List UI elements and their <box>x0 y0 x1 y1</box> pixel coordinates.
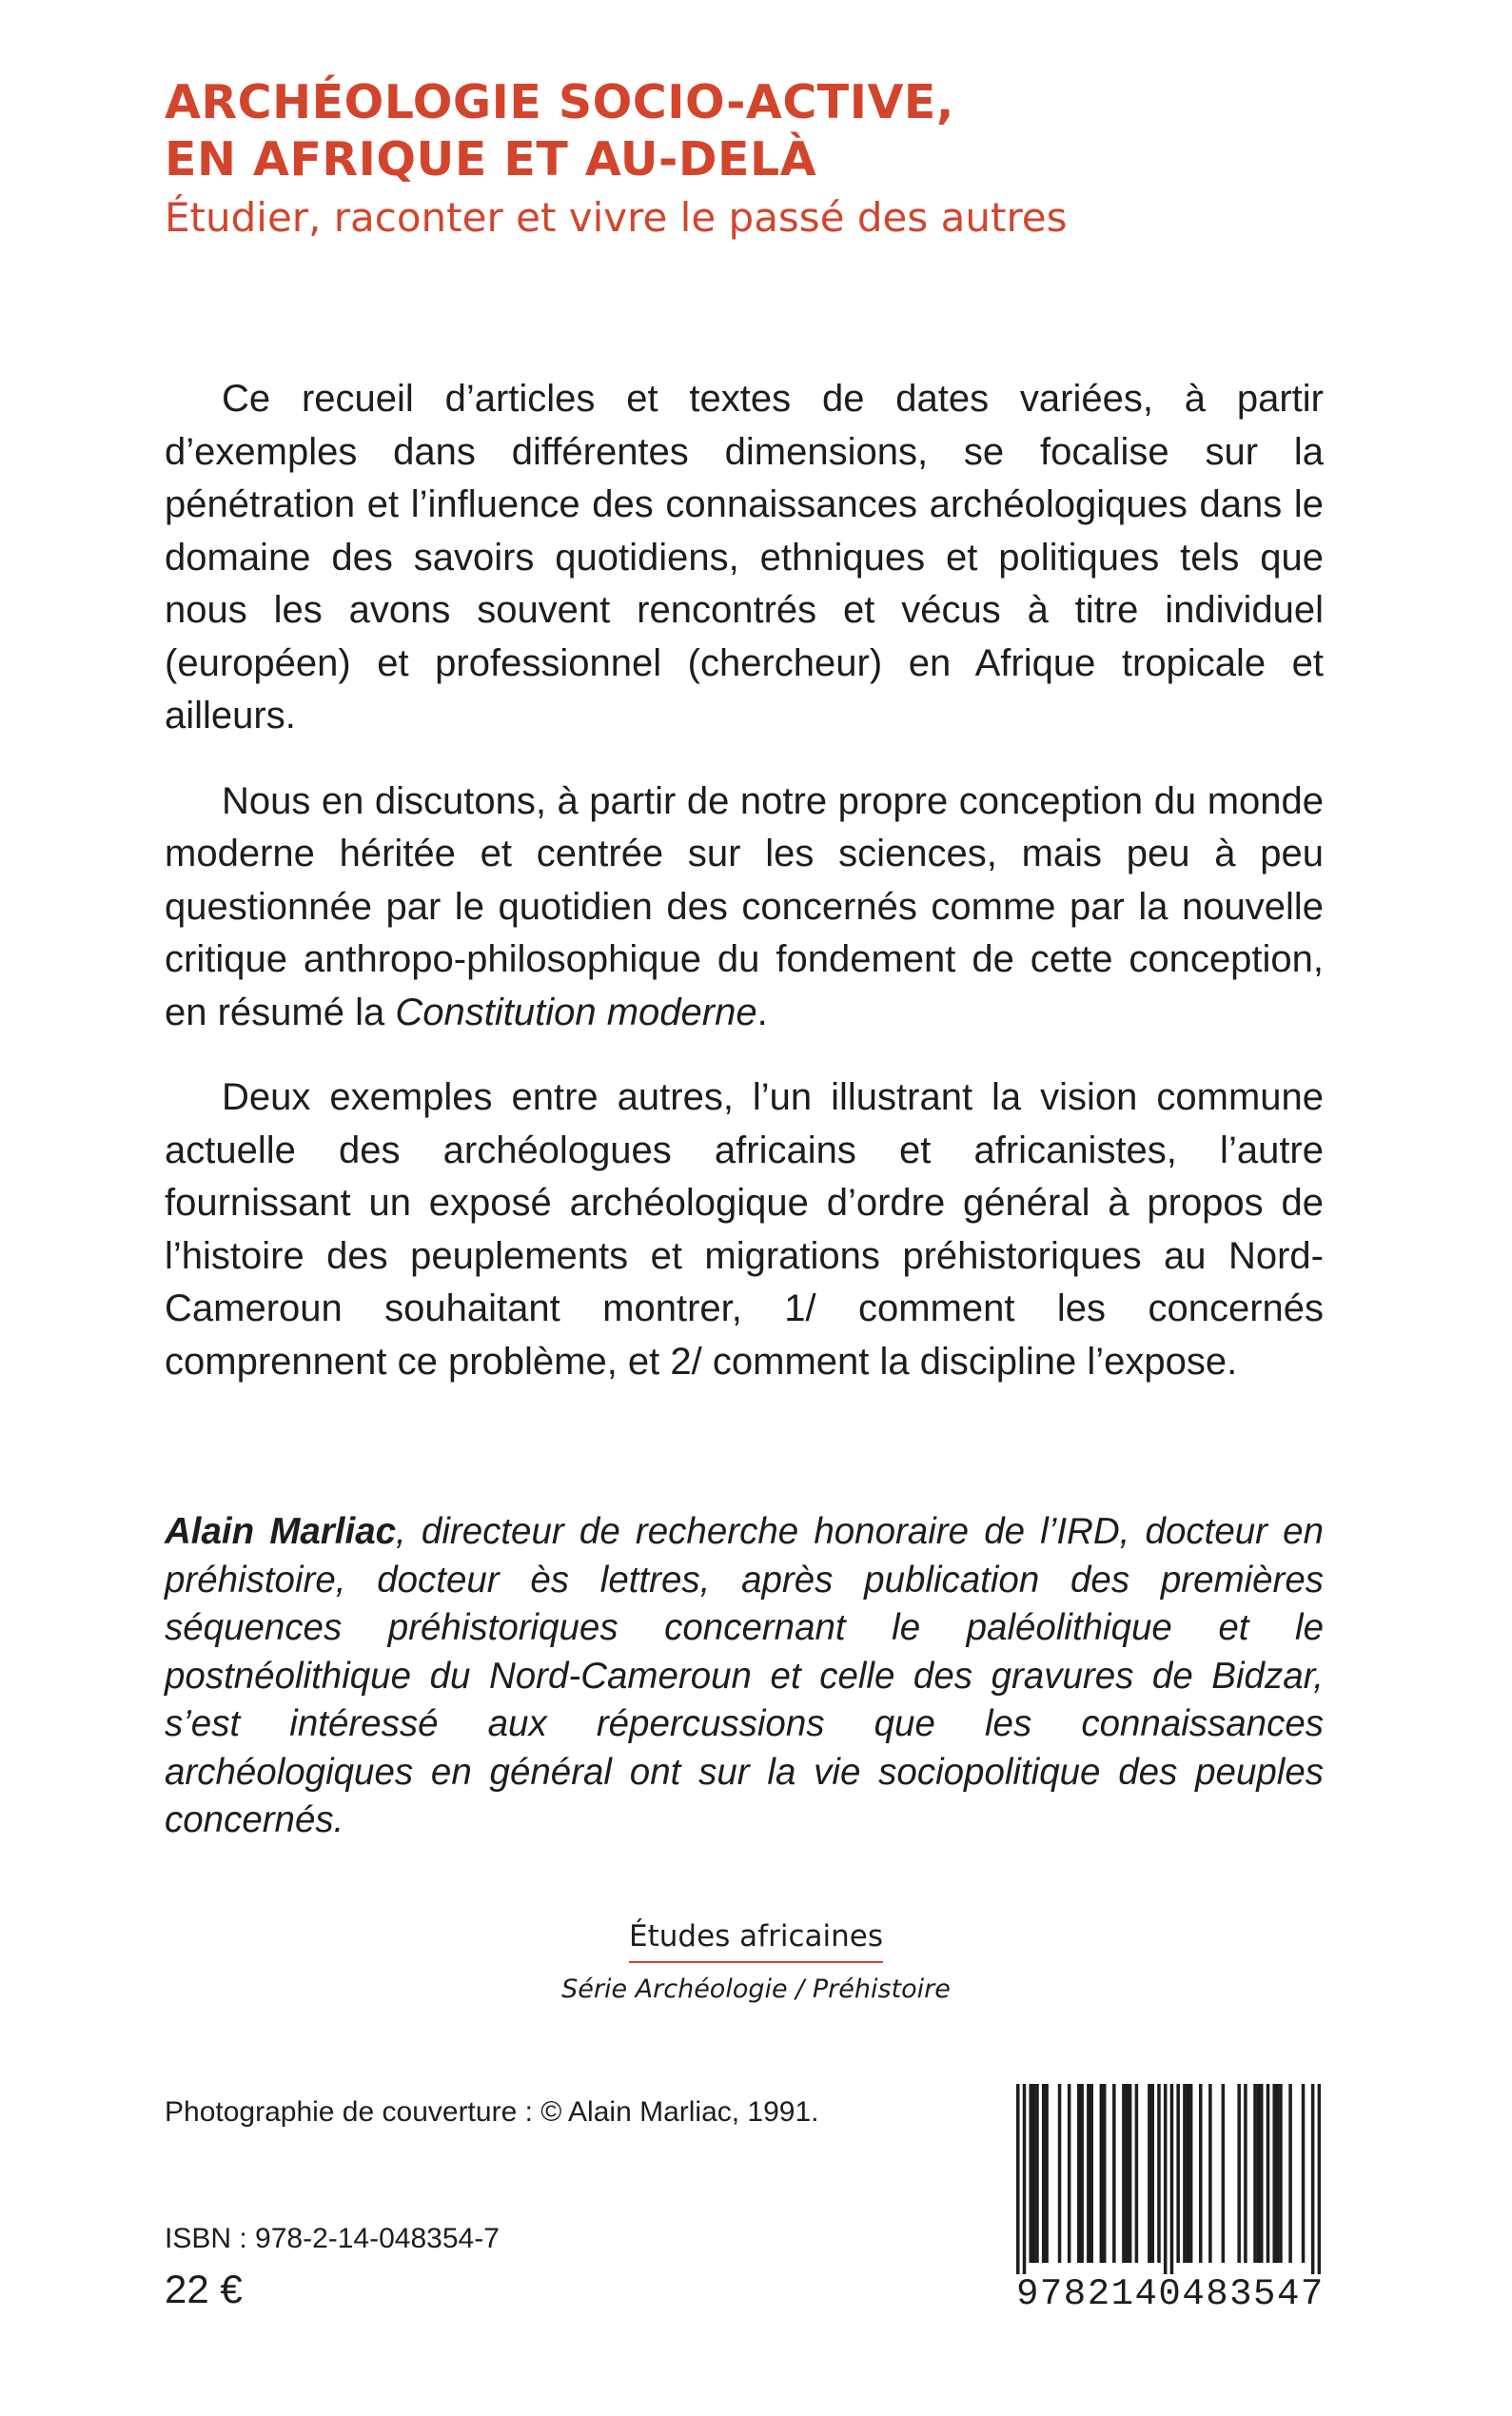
barcode-bar <box>1087 2084 1090 2263</box>
blurb-paragraph-2-emphasis: Constitution moderne <box>395 991 757 1033</box>
barcode-bar <box>1288 2084 1292 2263</box>
barcode-bar <box>1122 2084 1126 2263</box>
barcode-bar <box>1267 2084 1270 2263</box>
barcode-bar <box>1032 2084 1036 2263</box>
barcode-bar <box>1129 2084 1132 2263</box>
photo-credit: Photographie de couverture : © Alain Marliac, 1991. <box>165 2096 819 2128</box>
book-subtitle: Étudier, raconter et vivre le passé des autres <box>165 194 1068 241</box>
series-name: Études africaines <box>629 1917 883 1963</box>
barcode-bar <box>1222 2084 1226 2263</box>
barcode-bar <box>1126 2084 1129 2263</box>
barcode-bar <box>1187 2084 1190 2263</box>
blurb <box>165 373 1324 1421</box>
blurb-paragraph-3: Deux exemples entre autres, l’un illustrant la vision commune actuelle des archéologues africains et africanistes, l’autre fournissant un exposé archéologique d’ordre général à propos de l’histoire des peuplements et migrations préhistoriques au Nord-Cameroun souhaitant montrer, 1/ comment les concernés comprennent ce problème, et 2/ comment la discipline l’expose. <box>165 1076 1324 1383</box>
barcode-bar <box>1257 2084 1261 2263</box>
barcode-bar <box>1112 2084 1116 2263</box>
barcode-bar <box>1318 2084 1321 2274</box>
barcode-bar <box>1042 2084 1046 2263</box>
barcode-bar <box>1237 2084 1241 2263</box>
barcode-bar <box>1148 2084 1151 2263</box>
barcode-bar <box>1068 2084 1071 2263</box>
series-block <box>0 1917 1512 2009</box>
barcode-bar <box>1170 2084 1174 2274</box>
barcode-bar <box>1029 2084 1032 2263</box>
book-title-line-1: ARCHÉOLOGIE SOCIO-ACTIVE, <box>165 75 954 129</box>
barcode-bar <box>1189 2084 1193 2263</box>
barcode-bar <box>1103 2084 1107 2263</box>
blurb-paragraph-2-end: . <box>756 991 768 1033</box>
blurb-paragraph-1: Ce recueil d’articles et textes de dates variées, à partir d’exemples dans différentes dimensions, se focalise sur la pénétration et l’influence des connaissances archéologiques dans le domaine des savoirs quotidiens, ethniques et politiques tels que nous les avons souvent rencontrés et vécus à titre individuel (européen) et professionnel (chercheur) en Afrique tropicale et ailleurs. <box>165 378 1324 737</box>
barcode-bar <box>1302 2084 1306 2263</box>
barcode-bar <box>1058 2084 1062 2263</box>
author-bio <box>165 1508 1324 1845</box>
blurb-paragraph-2-text: Nous en discutons, à partir de notre propre conception du monde moderne héritée et centrée sur les sciences, mais peu à peu questionnée par le quotidien des concernés comme par la nouvelle critique anthropo-philosophique du fondement de cette conception, en résumé la <box>165 779 1324 1033</box>
barcode <box>1016 2084 1325 2317</box>
barcode-bar <box>1023 2084 1027 2274</box>
book-title-line-2: EN AFRIQUE ET AU-DELÀ <box>165 132 817 187</box>
isbn: ISBN : 978-2-14-048354-7 <box>165 2223 500 2254</box>
barcode-bar <box>1276 2084 1280 2263</box>
barcode-bar <box>1077 2084 1081 2263</box>
barcode-bar <box>1080 2084 1084 2263</box>
barcode-bar <box>1035 2084 1039 2263</box>
barcode-bars <box>1016 2084 1321 2274</box>
barcode-bar <box>1016 2084 1020 2274</box>
barcode-bar <box>1100 2084 1104 2263</box>
blurb-paragraph-2 <box>165 776 1324 1040</box>
title-block <box>165 74 1354 247</box>
barcode-bar <box>1260 2084 1264 2263</box>
barcode-bar <box>1135 2084 1139 2263</box>
barcode-bar <box>1183 2084 1187 2263</box>
barcode-bar <box>1176 2084 1180 2263</box>
barcode-bar <box>1045 2084 1049 2263</box>
barcode-bar <box>1199 2084 1203 2263</box>
barcode-digits: 9782140483547 <box>1016 2273 1325 2315</box>
barcode-bar <box>1157 2084 1161 2263</box>
author-name: Alain Marliac <box>165 1511 397 1552</box>
barcode-bar <box>1272 2084 1276 2263</box>
barcode-bar <box>1150 2084 1154 2263</box>
barcode-bar <box>1208 2084 1212 2263</box>
barcode-bar <box>1164 2084 1168 2274</box>
author-bio-text: , directeur de recherche honoraire de l’IRD, docteur en préhistoire, docteur ès lettres, après publication des premières séquences préhistoriques concernant le paléolithique et le postnéolithique du Nord-Cameroun et celle des gravures de Bidzar, s’est intéressé aux répercussions que les connaissances archéologiques en général ont sur la vie sociopolitique des peuples concernés. <box>165 1511 1324 1840</box>
barcode-bar <box>1090 2084 1093 2263</box>
barcode-bar <box>1253 2084 1257 2263</box>
price: 22 € <box>165 2267 243 2311</box>
barcode-bar <box>1311 2084 1315 2274</box>
series-subseries: Série Archéologie / Préhistoire <box>561 1974 951 2004</box>
barcode-bar <box>1244 2084 1247 2263</box>
barcode-bar <box>1279 2084 1283 2263</box>
